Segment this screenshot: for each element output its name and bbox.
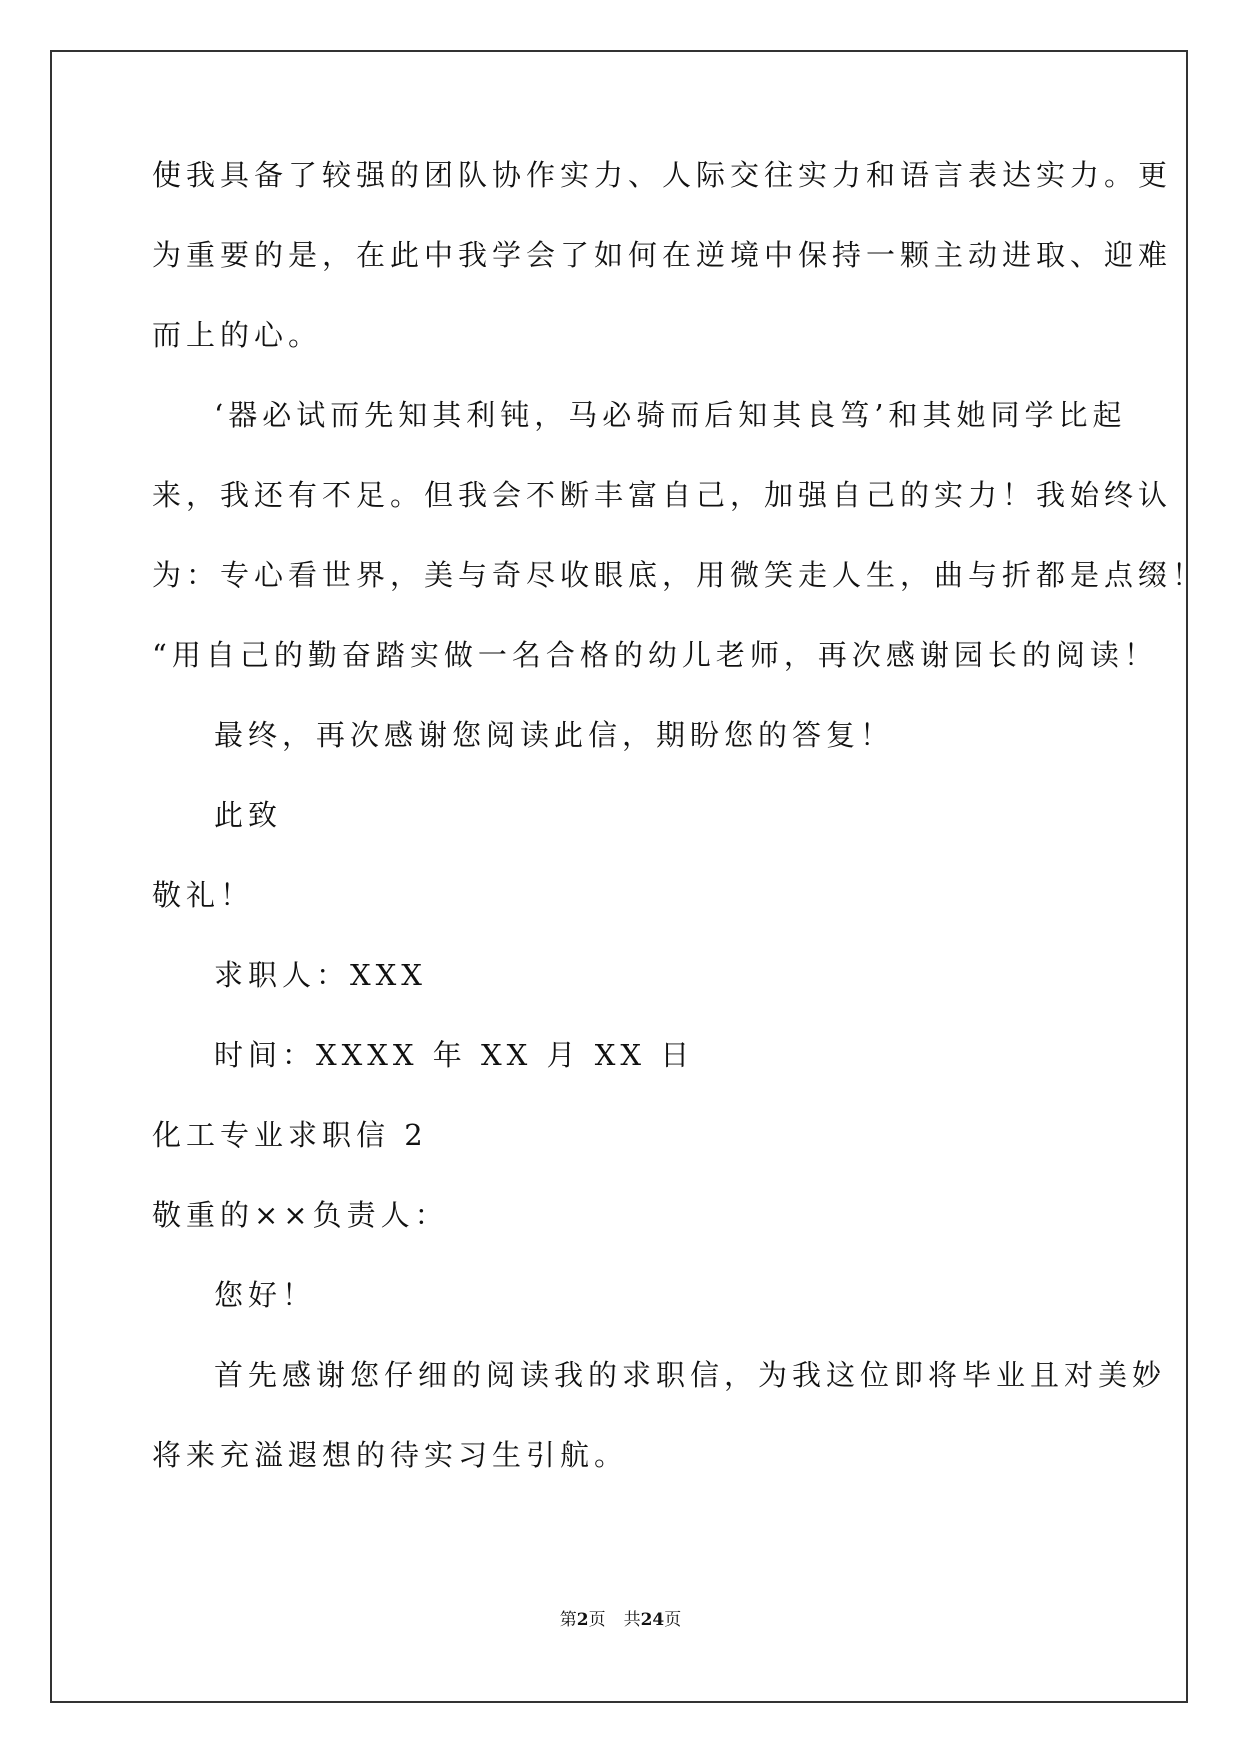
paragraph-line: 为：专心看世界，美与奇尽收眼底，用微笑走人生，曲与折都是点缀！ — [152, 558, 1207, 592]
page-label-prefix: 第 — [559, 1610, 577, 1630]
paragraph-line: 为重要的是，在此中我学会了如何在逆境中保持一颗主动进取、迎难 — [152, 238, 1173, 272]
total-pages: 24 — [640, 1610, 665, 1630]
greeting-line: 敬重的××负责人： — [152, 1198, 449, 1232]
page-number: 2 — [576, 1610, 589, 1630]
total-label-prefix: 共 — [623, 1610, 641, 1630]
greeting-line: 您好！ — [214, 1278, 317, 1312]
section-title: 化工专业求职信 2 — [152, 1118, 428, 1152]
closing-line: 此致 — [214, 798, 283, 832]
page-label-suffix: 页 — [588, 1610, 606, 1630]
paragraph-line: “用自己的勤奋踏实做一名合格的幼儿老师，再次感谢园长的阅读！ — [152, 638, 1158, 672]
salutation-line: 敬礼！ — [152, 878, 255, 912]
paragraph-line: 来，我还有不足。但我会不断丰富自己，加强自己的实力！我始终认 — [152, 478, 1173, 512]
paragraph-line: 将来充溢遐想的待实习生引航。 — [152, 1438, 629, 1472]
paragraph-line: 使我具备了较强的团队协作实力、人际交往实力和语言表达实力。更 — [152, 158, 1173, 192]
page-footer — [0, 1608, 1241, 1632]
total-label-suffix: 页 — [664, 1610, 682, 1630]
paragraph-line: ‘器必试而先知其利钝，马必骑而后知其良笃’和其她同学比起 — [214, 398, 1127, 432]
paragraph-line: 而上的心。 — [152, 318, 323, 352]
date-line: 时间：XXXX 年 XX 月 XX 日 — [214, 1038, 695, 1072]
paragraph-line: 首先感谢您仔细的阅读我的求职信，为我这位即将毕业且对美妙 — [214, 1358, 1167, 1392]
paragraph-line: 最终，再次感谢您阅读此信，期盼您的答复！ — [214, 718, 895, 752]
applicant-line: 求职人：XXX — [214, 958, 427, 992]
